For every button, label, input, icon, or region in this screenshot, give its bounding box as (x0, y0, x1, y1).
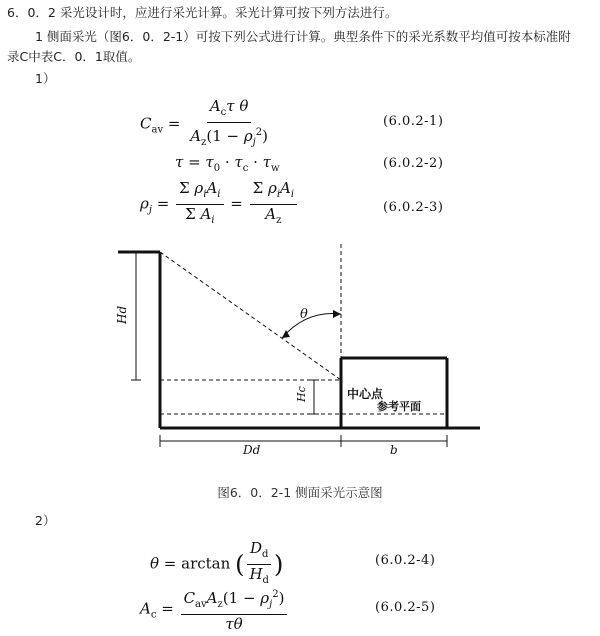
equation-number-2: (6.0.2-2) (383, 156, 444, 171)
equation-number-5: (6.0.2-5) (375, 600, 436, 615)
item1-text-line2: 录C中表C．0．1取值。 (7, 49, 141, 64)
side-lighting-diagram (100, 238, 480, 463)
equation-6-0-2-3: $\rho_j$ = $\frac{\Sigma \rho_iA_i}{\Sigma A_i}$ = $\frac{\Sigma \rho_iA_i}{A_z}$ (140, 180, 299, 229)
equation-6-0-2-2: $\tau = \tau_0 \cdot \tau_c \cdot \tau_w$ (175, 153, 280, 174)
equation-number-4: (6.0.2-4) (375, 553, 436, 568)
subitem-2-label: 2） (35, 513, 56, 528)
item1-text-line1: 1 侧面采光（图6．0．2-1）可按下列公式进行计算。典型条件下的采光系数平均值可按本标准附 (35, 29, 571, 44)
center-point-label: 中心点 (347, 387, 384, 401)
equation-number-1: (6.0.2-1) (383, 114, 444, 129)
hc-label: Hc (295, 386, 308, 402)
theta-label: θ (300, 307, 308, 322)
b-label: b (390, 443, 398, 457)
figure-caption: 图6．0．2-1 侧面采光示意图 (217, 485, 383, 500)
section-heading: 6．0．2 采光设计时，应进行采光计算。采光计算可按下列方法进行。 (7, 5, 398, 20)
dd-label: Dd (243, 443, 261, 457)
reference-plane-label: 参考平面 (377, 400, 421, 413)
hd-label: Hd (115, 305, 129, 324)
subitem-1-label: 1） (35, 71, 56, 86)
equation-6-0-2-5: $A_c$ = $\frac{C_{av}A_z(1 - \rho_j^2)}{\tau\theta}$ (140, 586, 289, 633)
theta-arc (282, 314, 341, 339)
equation-6-0-2-1: $C_{av}$ = $\frac{A_c\tau \theta}{A_z(1 - \rho_j^2)}$ (140, 97, 269, 148)
equation-number-3: (6.0.2-3) (383, 200, 444, 215)
equation-6-0-2-4: θ = arctan ( $\frac{D_d}{H_d}$ ) (150, 539, 284, 586)
